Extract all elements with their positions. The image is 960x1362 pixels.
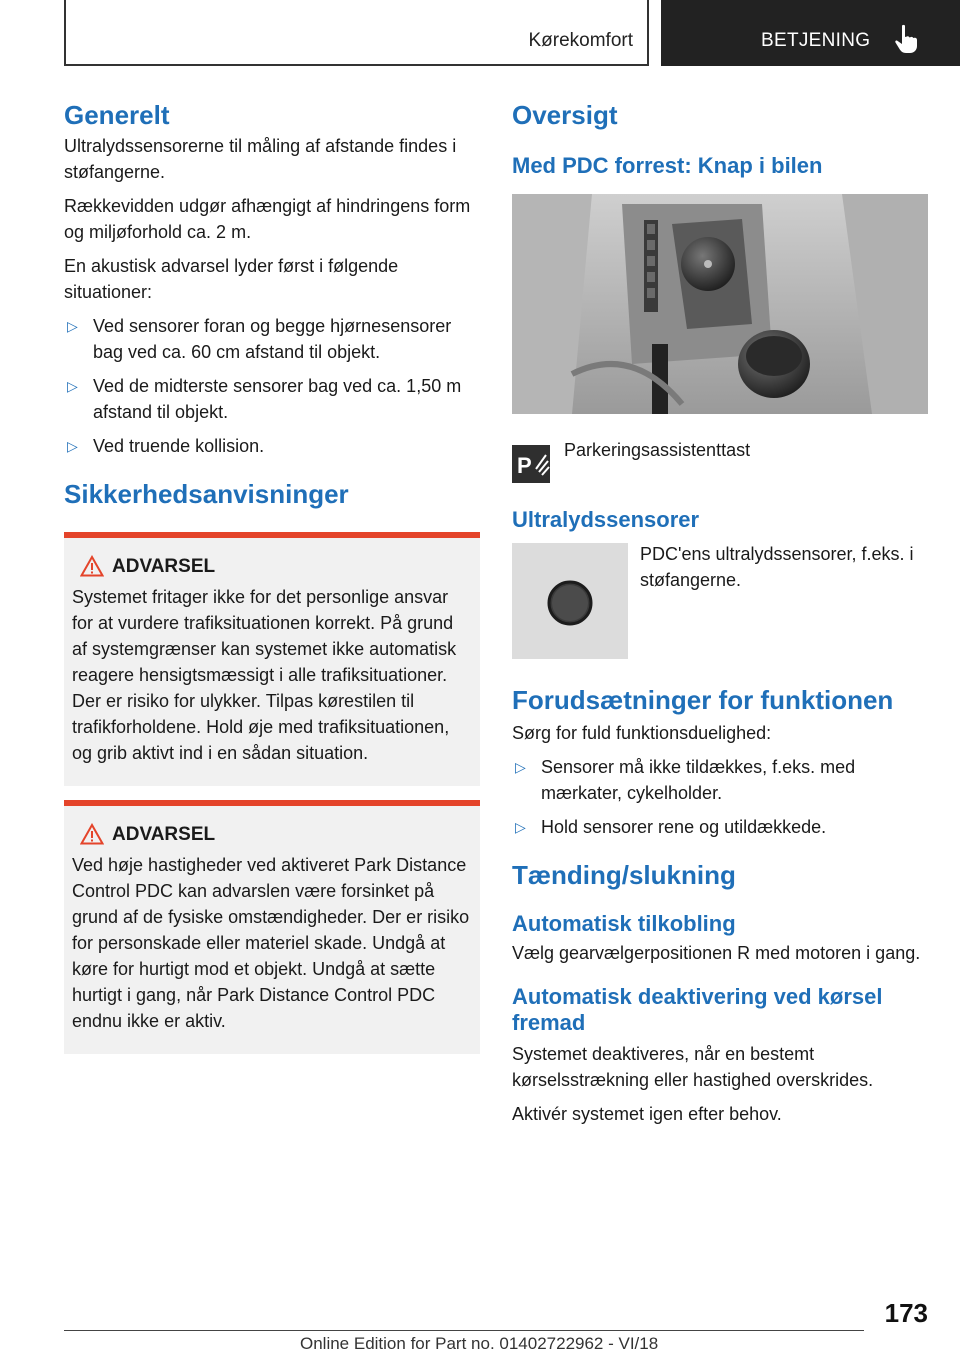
right-column	[512, 100, 928, 1127]
list-item: ▷ Sensorer må ikke tildækkes, f.eks. med mærkater, cykelholder.	[512, 754, 928, 806]
triangle-bullet-icon: ▷	[515, 819, 526, 836]
list-item: ▷ Ved sensorer foran og begge hjørnesensorer bag ved ca. 60 cm afstand til objekt.	[64, 313, 480, 365]
triangle-bullet-icon: ▷	[67, 318, 78, 335]
list-item: ▷ Hold sensorer rene og utildækkede.	[512, 814, 928, 840]
list-item: ▷ Ved de midterste sensorer bag ved ca. 1,50 m afstand til objekt.	[64, 373, 480, 425]
warning-triangle-icon	[80, 823, 104, 845]
front-pdc-heading: Med PDC forrest: Knap i bilen	[512, 153, 823, 179]
center-console-photo	[512, 194, 928, 414]
header-section-label: Kørekomfort	[528, 30, 633, 51]
header-chapter-label: BETJENING	[761, 30, 871, 51]
general-paragraph-1: Ultralydssensorerne til måling af afstande findes i støfangerne.	[64, 136, 457, 183]
triangle-bullet-icon: ▷	[515, 759, 526, 776]
prereq-bullet-list	[512, 754, 928, 840]
warning-text: Systemet fritager ikke for det personlige ansvar for at vurdere trafiksituationen korrekt. På grund af systemgrænser kan systemet ikke automatisk reagere hensigtsmæssigt i alle trafiksituationer. Der er risiko for ulykker. Tilpas kørestilen til trafikforholdene. Hold øje med trafiksituationen, og grib aktivt ind i en sådan situation.	[72, 587, 457, 764]
left-column	[64, 100, 480, 1054]
warning-title: ADVARSEL	[72, 822, 472, 848]
general-paragraph-2: Rækkevidden udgør afhængigt af hindringens form og miljøforhold ca. 2 m.	[64, 196, 471, 243]
parking-assist-button-icon	[512, 445, 550, 483]
footer-edition: Online Edition for Part no. 01402722962 - VI/18	[300, 1334, 659, 1353]
ultrasonic-sensor-image	[512, 543, 628, 659]
triangle-bullet-icon: ▷	[67, 438, 78, 455]
page-number: 173	[884, 1298, 928, 1328]
footer-divider	[64, 1330, 864, 1331]
header-chapter-tab	[661, 0, 960, 66]
warning-box	[64, 532, 480, 786]
sensor-figure-row	[512, 543, 928, 659]
auto-on-heading: Automatisk tilkobling	[512, 911, 736, 937]
auto-off-heading: Automatisk deaktivering ved kørsel fremad	[512, 983, 883, 1036]
sensors-heading: Ultralydssensorer	[512, 506, 700, 532]
auto-on-text: Vælg gearvælgerpositionen R med motoren i gang.	[512, 942, 921, 963]
header-section-tab	[64, 0, 649, 66]
onoff-heading: Tænding/slukning	[512, 860, 736, 891]
list-item: ▷ Ved truende kollision.	[64, 433, 480, 459]
prereq-heading: Forudsætninger for funktionen	[512, 684, 894, 715]
prereq-intro: Sørg for fuld funktionsduelighed:	[512, 723, 772, 744]
auto-off-text-1: Systemet deaktiveres, når en bestemt kørselsstrækning eller hastighed overskrides.	[512, 1043, 874, 1090]
sensors-text: PDC'ens ultralydssensorer, f.eks. i støfangerne.	[640, 543, 914, 590]
warning-text: Ved høje hastigheder ved aktiveret Park Distance Control PDC kan advarslen være forsinket på grund af de fysiske omstændigheder. Der er risiko for personskade eller materiel skade. Undgå at køre for hurtigt mod et objekt. Undgå at sætte hurtigt i gang, når Park Distance Control PDC endnu ikke er aktiv.	[72, 855, 470, 1032]
warning-box	[64, 800, 480, 1054]
pdc-button-legend	[512, 437, 928, 487]
warning-title: ADVARSEL	[72, 554, 472, 580]
safety-heading: Sikkerhedsanvisninger	[64, 479, 349, 510]
warning-triangle-icon	[80, 555, 104, 577]
general-paragraph-3: En akustisk advarsel lyder først i følgende situationer:	[64, 256, 399, 303]
pointing-hand-icon	[893, 24, 919, 54]
overview-heading: Oversigt	[512, 100, 618, 130]
general-heading: Generelt	[64, 100, 170, 130]
pdc-button-label: Parkeringsassistenttast	[564, 439, 751, 460]
auto-off-text-2: Aktivér systemet igen efter behov.	[512, 1103, 782, 1124]
svg-text:P: P	[517, 452, 532, 478]
general-bullet-list	[64, 313, 480, 459]
triangle-bullet-icon: ▷	[67, 378, 78, 395]
